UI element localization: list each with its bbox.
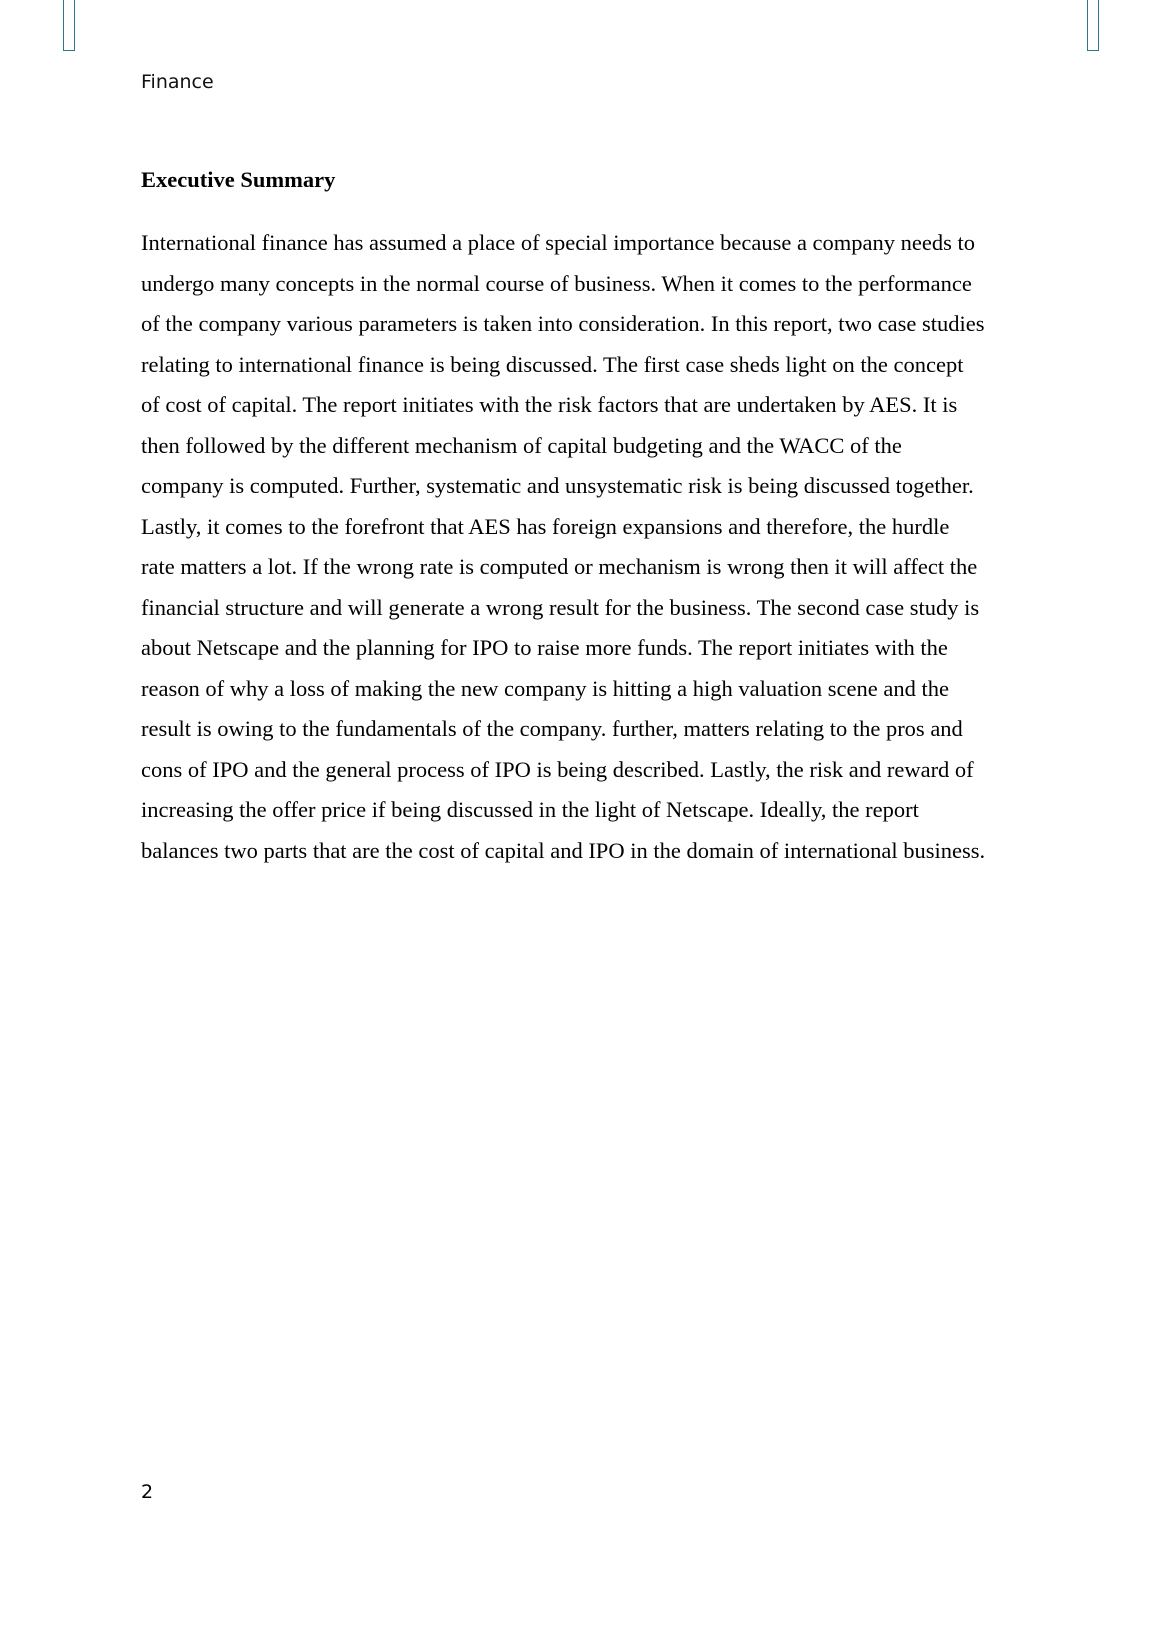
paragraph-line: company is computed. Further, systematic and unsystematic risk is being discussed together.	[141, 473, 974, 498]
paragraph-line: about Netscape and the planning for IPO to raise more funds. The report initiates with the	[141, 635, 948, 660]
paragraph-line: increasing the offer price if being discussed in the light of Netscape. Ideally, the report	[141, 797, 919, 822]
running-header: Finance	[141, 71, 214, 93]
page-number: 2	[141, 1481, 154, 1503]
paragraph-line: cons of IPO and the general process of IPO is being described. Lastly, the risk and reward of	[141, 756, 974, 782]
paragraph-line: balances two parts that are the cost of capital and IPO in the domain of international business.	[141, 837, 986, 863]
paragraph-line: then followed by the different mechanism of capital budgeting and the WACC of the	[141, 432, 902, 458]
header-corner-mark-left	[63, 0, 75, 51]
paragraph-line: of the company various parameters is taken into consideration. In this report, two case studies	[141, 311, 985, 336]
paragraph-line: relating to international finance is being discussed. The first case sheds light on the concept	[141, 351, 964, 377]
paragraph-line: rate matters a lot. If the wrong rate is computed or mechanism is wrong then it will affect the	[141, 554, 978, 579]
paragraph-line: result is owing to the fundamentals of the company. further, matters relating to the pros and	[141, 716, 963, 741]
paragraph-line: Lastly, it comes to the forefront that AES has foreign expansions and therefore, the hurdle	[141, 513, 950, 539]
header-corner-mark-right	[1087, 0, 1099, 51]
paragraph-line: financial structure and will generate a wrong result for the business. The second case study is	[141, 594, 980, 620]
paragraph-line: undergo many concepts in the normal course of business. When it comes to the performance	[141, 270, 972, 296]
section-heading: Executive Summary	[141, 167, 336, 192]
paragraph-line: reason of why a loss of making the new company is hitting a high valuation scene and the	[141, 675, 949, 701]
paragraph-line: of cost of capital. The report initiates with the risk factors that are undertaken by AES. It is	[141, 392, 958, 417]
paragraph-line: International finance has assumed a place of special importance because a company needs to	[141, 230, 976, 255]
body-paragraph	[141, 223, 1041, 871]
